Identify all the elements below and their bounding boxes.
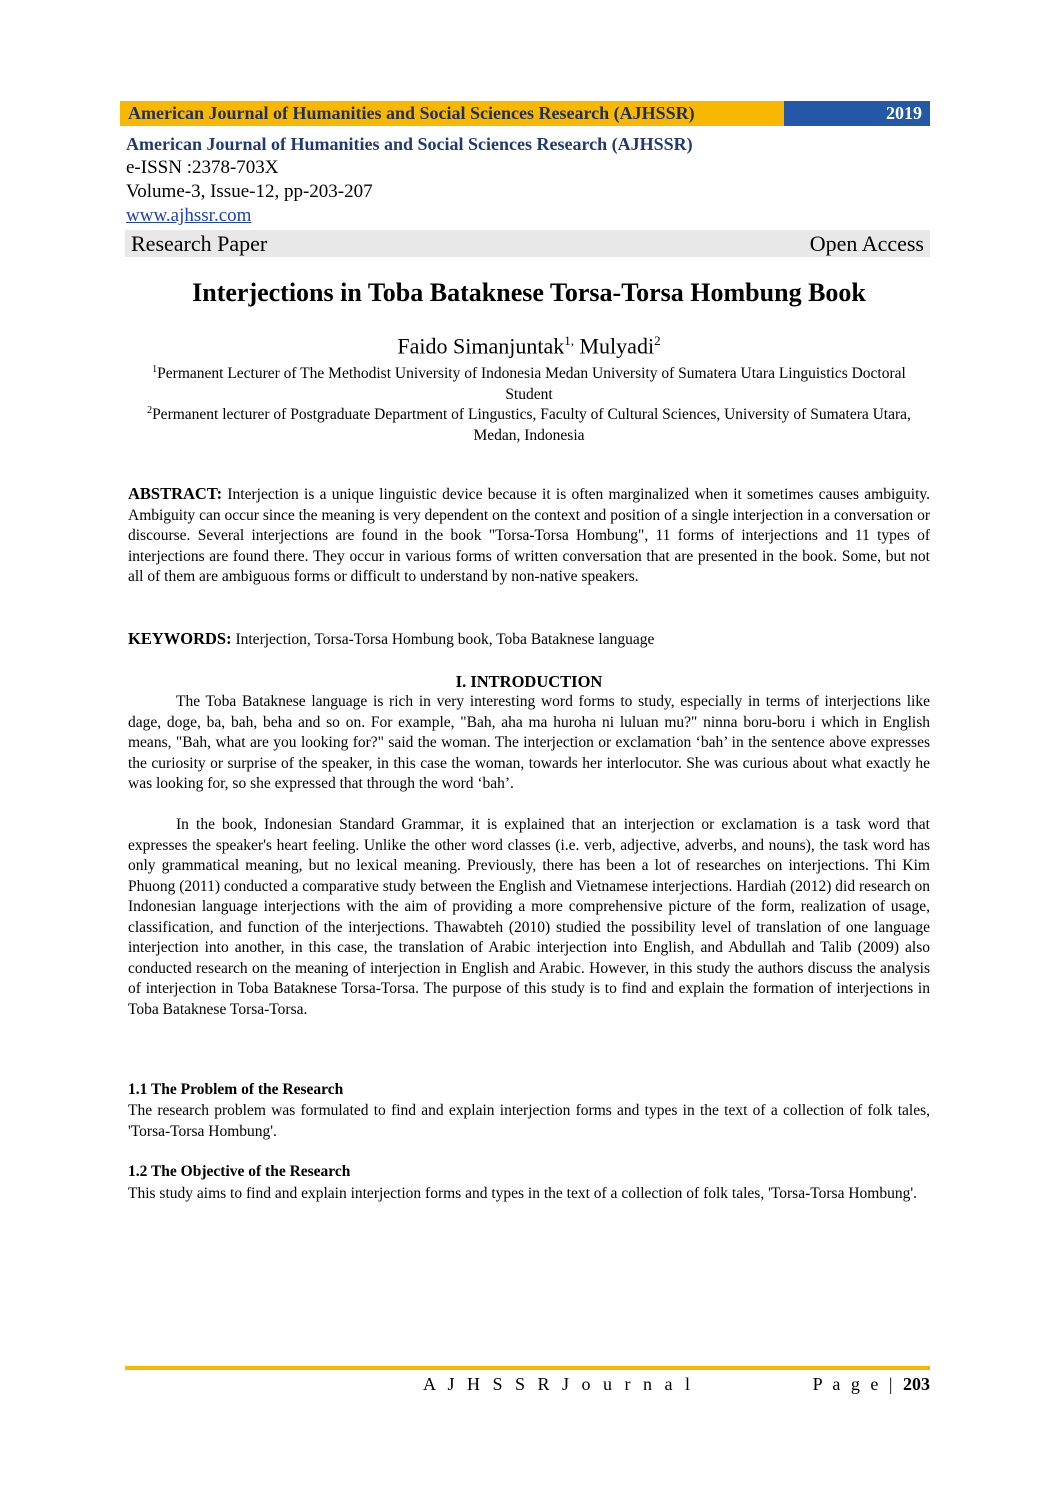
footer-page-label: P a g e | (812, 1374, 903, 1394)
running-header (120, 101, 930, 126)
affiliation-1-text: Permanent Lecturer of The Methodist University of Indonesia Medan University of Sumatera Utara Linguistics Doctoral Student (157, 365, 906, 404)
author-2-sup: 2 (654, 333, 661, 348)
author-2: Mulyadi (574, 333, 655, 359)
affiliation-2-text: Permanent lecturer of Postgraduate Department of Lingustics, Faculty of Cultural Sciences, University of Sumatera Utara, Medan, Indonesia (152, 406, 911, 445)
running-header-year: 2019 (784, 101, 930, 126)
keywords-text: Interjection, Torsa-Torsa Hombung book, Toba Bataknese language (231, 631, 655, 648)
affiliation-1-sup: 1 (152, 364, 158, 375)
paper-type-label: Research Paper (131, 230, 268, 256)
paper-title: Interjections in Toba Bataknese Torsa-Torsa Hombung Book (192, 278, 866, 307)
abstract-label: ABSTRACT: (128, 484, 223, 503)
meta-journal: American Journal of Humanities and Social Sciences Research (AJHSSR) (126, 134, 693, 154)
affiliation-1 (128, 359, 930, 405)
section-1-1-heading: 1.1 The Problem of the Research (128, 1081, 344, 1098)
running-header-journal: American Journal of Humanities and Social Sciences Research (AJHSSR) (120, 101, 784, 126)
introduction-paragraph-2: In the book, Indonesian Standard Grammar, it is explained that an interjection or exclamation is a task word that expresses the speaker's heart feeling. Unlike the other word classes (i.e. verb, adjective, adverbs, and nouns), the task word has only grammatical meaning, but no lexical meaning. Previously, there has been a lot of researches on interjections. Thi Kim Phuong (2011) conducted a comparative study between the English and Vietnamese interjections. Hardiah (2012) did research on Indonesian language interjections with the aim of providing a more comprehensive picture of the form, realization of usage, classification, and function of the interjections. Thawabteh (2010) studied the possibility level of translation of one language interjection into another, in this case, the translation of Arabic interjection into English, and Abdullah and Talib (2009) also conducted research on the meaning of interjection in English and Arabic. However, in this study the authors discuss the analysis of interjection in Toba Bataknese Torsa-Torsa. The purpose of this study is to find and explain the formation of interjections in Toba Bataknese Torsa-Torsa. (128, 816, 930, 1018)
meta-issn (126, 156, 693, 180)
keywords-label: KEYWORDS: (128, 629, 232, 648)
meta-volume: Volume-3, Issue-12, pp-203-207 (126, 181, 373, 202)
authors (100, 333, 958, 359)
section-1-1-text: The research problem was formulated to find and explain interjection forms and types in the text of a collection of folk tales, 'Torsa-Torsa Hombung'. (128, 1102, 930, 1140)
footer-page-number: 203 (903, 1374, 930, 1394)
abstract (128, 484, 930, 588)
author-1-sup: 1, (564, 333, 574, 348)
meta-issn-value: 2378-703X (191, 157, 279, 178)
meta-issn-label: e-ISSN : (126, 157, 192, 178)
affiliation-2-sup: 2 (147, 405, 153, 416)
meta-website-link[interactable]: www.ajhssr.com (126, 205, 252, 226)
footer-rule (125, 1366, 930, 1370)
section-1-2-heading: 1.2 The Objective of the Research (128, 1163, 351, 1180)
paper-type-bar (125, 230, 930, 257)
footer-page (813, 1374, 930, 1395)
affiliation-2 (128, 400, 930, 446)
keywords (128, 629, 930, 650)
section-1-2-text: This study aims to find and explain interjection forms and types in the text of a collection of folk tales, 'Torsa-Torsa Hombung'. (128, 1185, 918, 1202)
introduction-heading: I. INTRODUCTION (455, 672, 603, 691)
abstract-text: Interjection is a unique linguistic device because it is often marginalized when it sometimes causes ambiguity. Ambiguity can occur since the meaning is very dependent on the context and position of a single interjection in a conversation or discourse. Several interjections are found in the book "Torsa-Torsa Hombung", 11 forms of interjections and 11 types of interjections are found there. They occur in various forms of written conversation that are presented in the book. Some, but not all of them are ambiguous forms or difficult to understand by non-native speakers. (128, 486, 930, 585)
introduction-paragraph-1: The Toba Bataknese language is rich in very interesting word forms to study, especially in terms of interjections like dage, doge, ba, bah, beha and so on. For example, "Bah, aha ma huroha ni luluan mu?" ninna boru-boru i which in English means, "Bah, what are you looking for?" said the woman. The interjection or exclamation ‘bah’ in the sentence above expresses the curiosity or surprise of the speaker, in this case the woman, towards her interlocutor. She was curious about what exactly he was looking for, so she expressed that through the word ‘bah’. (128, 693, 930, 792)
author-1: Faido Simanjuntak (397, 333, 565, 359)
access-type-label: Open Access (809, 230, 924, 256)
journal-meta (126, 132, 693, 228)
footer-journal: A J H S S R J o u r n a l (423, 1374, 695, 1394)
